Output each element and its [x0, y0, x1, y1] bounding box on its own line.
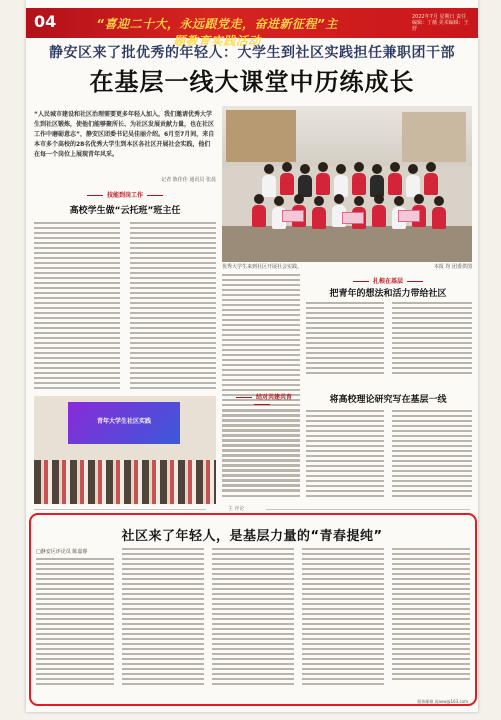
photo-caption-left: 优秀大学生来到社区开展社会实践。: [222, 264, 303, 270]
banner-title: “喜迎二十大，永远跟党走，奋进新征程”主题教育实践活动: [96, 17, 338, 48]
text-column: [392, 302, 472, 377]
commentary-section-tag: 主 评论: [206, 505, 266, 512]
section-tag-3: 结对共建共育: [222, 392, 302, 408]
text-column: [306, 410, 384, 500]
seminar-screen-text: 青年大学生社区实践: [96, 418, 151, 425]
text-column: [130, 222, 216, 392]
article-subhead: 静安区来了批优秀的年轻人：大学生到社区实践担任兼职团干部: [49, 45, 455, 61]
newspaper-page: [26, 0, 478, 712]
photo-caption-right: 本报 均 团委供图: [433, 264, 472, 270]
group-photo: [222, 106, 472, 262]
seminar-photo: [34, 396, 216, 504]
header-banner: [26, 8, 478, 48]
article-lead: “人民城市建设和社区治理需要更多年轻人加入，我们邀请优秀大学生到社区锻炼，使他们能够聚所长、为社区发展贡献力量，也在社区工作中磨砺意志”，静安区团委书记吴佳丽介绍。6月至7月间，来自本市多个高校的28名优秀大学生到本区各社区开展社会实践，他们在每一个岗位上展现青年风采。: [34, 111, 215, 158]
photo-caption: [222, 263, 472, 270]
text-column: [392, 410, 472, 500]
highlighted-article-byline: □静安区评论员 陈嘉睿: [36, 549, 88, 555]
highlighted-article-title: 社区来了年轻人，是基层力量的“青春提纯”: [121, 529, 383, 544]
page-number: 04: [34, 12, 57, 31]
text-column: [122, 548, 204, 688]
section-tag-2: 扎根在基层: [304, 276, 472, 285]
text-column: [36, 558, 114, 688]
section-tag-1: 技能到岗工作: [34, 190, 216, 199]
text-column: [222, 410, 300, 500]
page-footer: 服务邮箱 jrjaxw@163.com: [417, 699, 468, 704]
text-column: [306, 302, 384, 377]
section-title-3: 将高校理论研究写在基层一线: [329, 395, 447, 405]
article-headline: 在基层一线大课堂中历练成长: [89, 68, 415, 96]
text-column: [392, 548, 470, 683]
text-column: [212, 548, 294, 688]
section-title-2: 把青年的想法和活力带给社区: [329, 289, 447, 299]
article-byline: 记者 陈佳佳 通讯员 张晨: [161, 177, 216, 183]
banner-info: 2022年7月 星期日 责任编辑：丁薇 美术编辑：王舒: [412, 14, 469, 32]
text-column: [302, 548, 384, 688]
section-title-1: 高校学生做“云托班”班主任: [69, 206, 181, 216]
text-column: [34, 222, 120, 392]
